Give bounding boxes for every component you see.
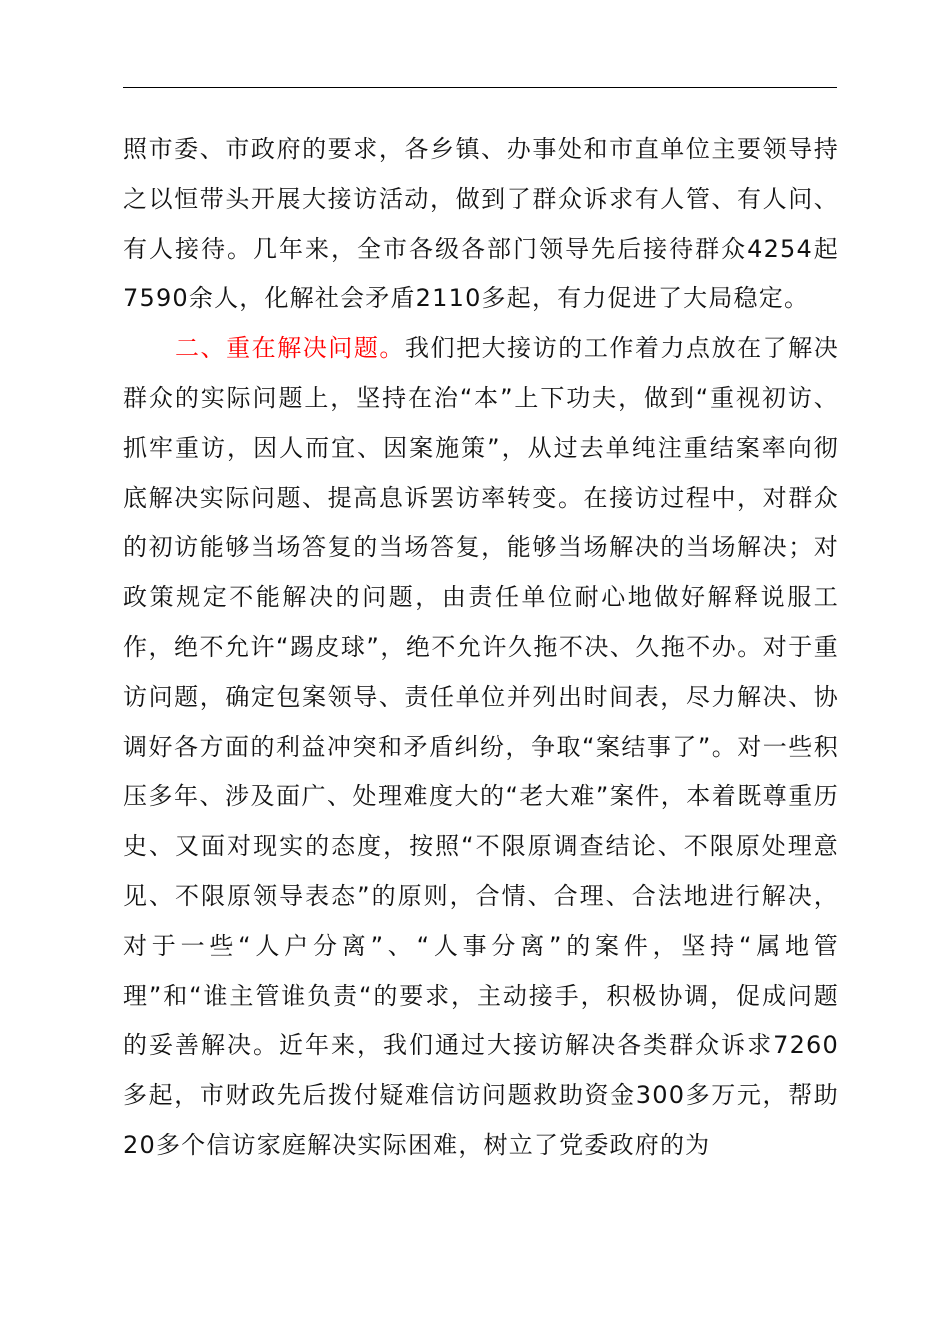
document-body <box>123 125 839 1171</box>
section-heading: 二、重在解决问题。 <box>175 334 405 363</box>
paragraph-text: 照市委、市政府的要求，各乡镇、办事处和市直单位主要领导持之以恒带头开展大接访活动，做到了群众诉求有人管、有人问、有人接待。几年来，全市各级各部门领导先后接待群众4254起7590余人，化解社会矛盾2110多起，有力促进了大局稳定。 <box>123 135 839 313</box>
paragraph-section-two <box>123 324 839 1171</box>
paragraph-text: 我们把大接访的工作着力点放在了解决群众的实际问题上，坚持在治“本”上下功夫，做到“重视初访、抓牢重访，因人而宜、因案施策”，从过去单纯注重结案率向彻底解决实际问题、提高息诉罢访率转变。在接访过程中，对群众的初访能够当场答复的当场答复，能够当场解决的当场解决；对政策规定不能解决的问题，由责任单位耐心地做好解释说服工作，绝不允许“踢皮球”，绝不允许久拖不决、久拖不办。对于重访问题，确定包案领导、责任单位并列出时间表，尽力解决、协调好各方面的利益冲突和矛盾纠纷，争取“案结事了”。对一些积压多年、涉及面广、处理难度大的“老大难”案件，本着既尊重历史、又面对现实的态度，按照“不限原调查结论、不限原处理意见、不限原领导表态”的原则，合情、合理、合法地进行解决，对于一些“人户分离”、“人事分离”的案件，坚持“属地管理”和“谁主管谁负责“的要求，主动接手，积极协调，促成问题的妥善解决。近年来，我们通过大接访解决各类群众诉求7260多起，市财政先后拨付疑难信访问题救助资金300多万元，帮助20多个信访家庭解决实际困难，树立了党委政府的为 <box>123 334 839 1159</box>
header-rule <box>123 87 837 88</box>
paragraph-continuation <box>123 125 839 324</box>
